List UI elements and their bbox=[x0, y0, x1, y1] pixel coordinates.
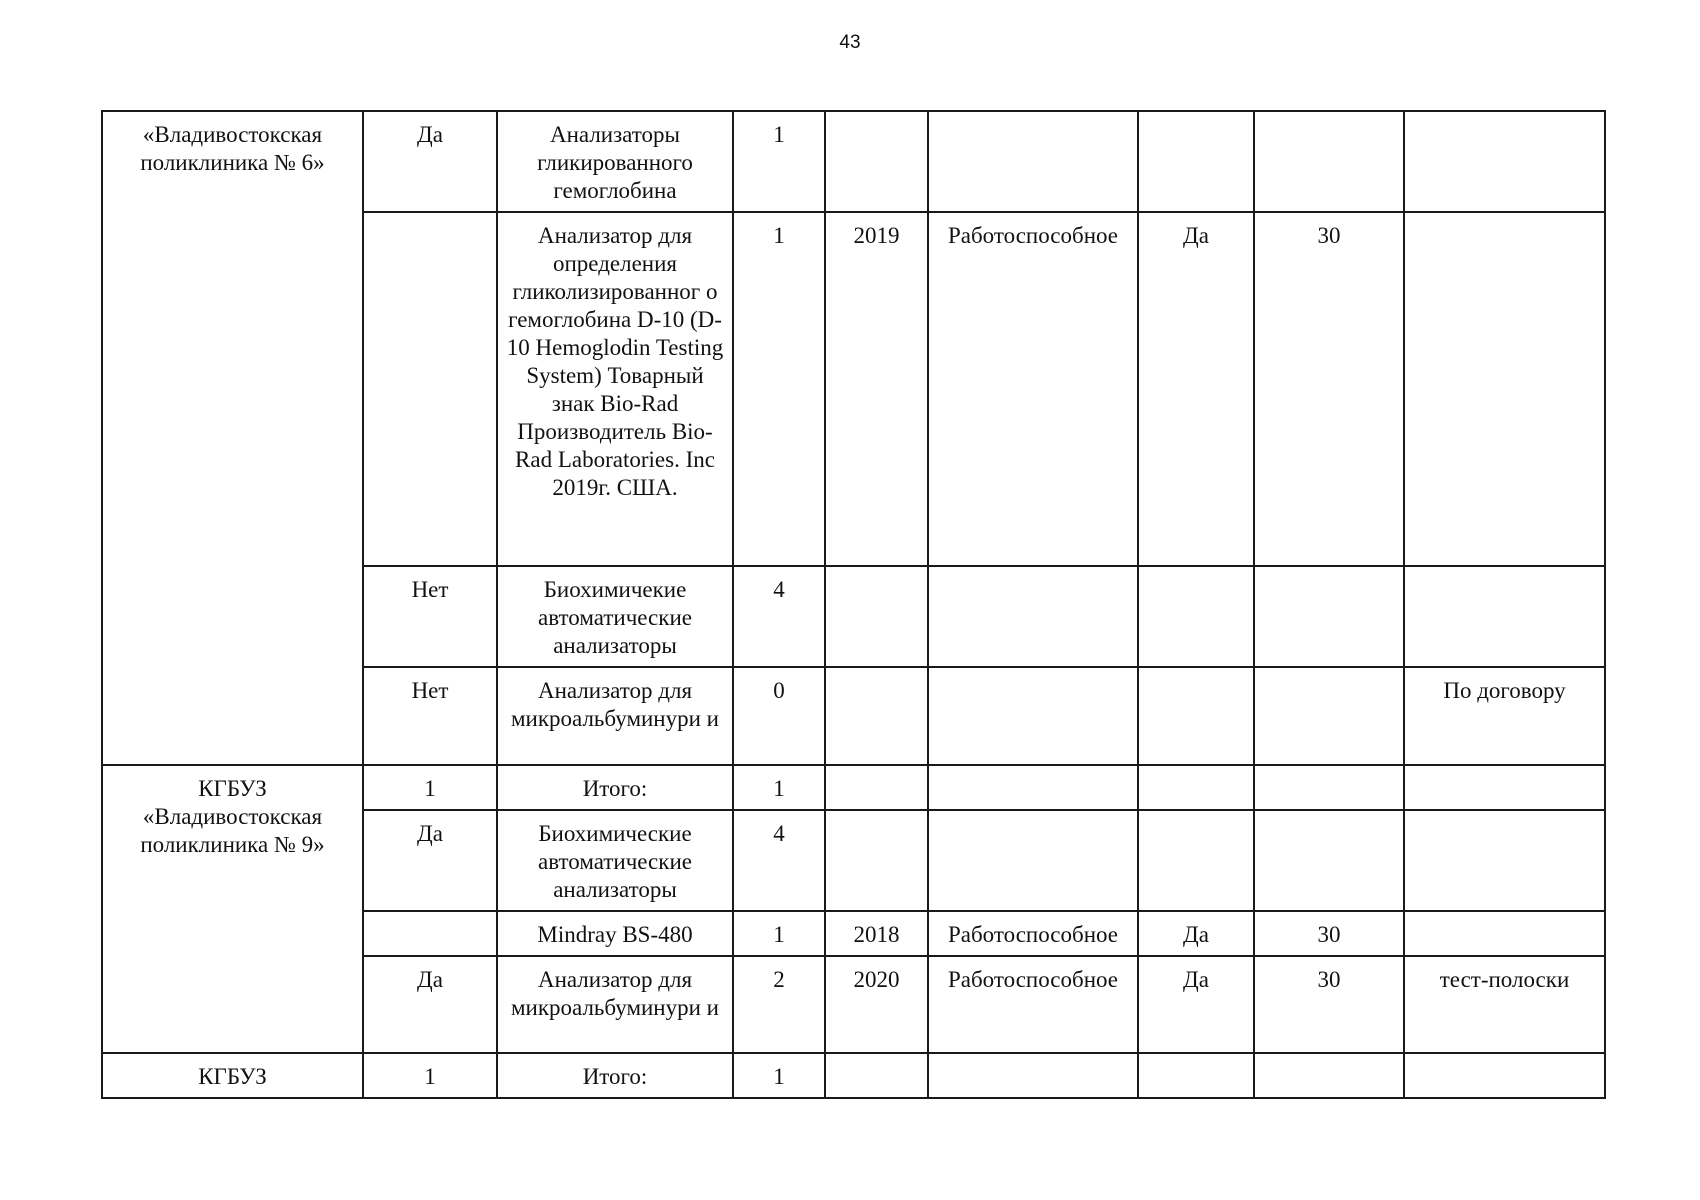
used-cell bbox=[1138, 111, 1254, 212]
year-cell: 2020 bbox=[825, 956, 928, 1053]
flag-cell: 1 bbox=[363, 1053, 497, 1098]
state-cell bbox=[928, 1053, 1138, 1098]
year-cell bbox=[825, 1053, 928, 1098]
item-cell: Биохимические автоматические анализаторы bbox=[497, 810, 733, 911]
note-cell bbox=[1404, 212, 1605, 566]
org-cell: «Владивостокская поликлиника № 6» bbox=[102, 111, 363, 765]
item-cell: Итого: bbox=[497, 1053, 733, 1098]
days-cell bbox=[1254, 1053, 1404, 1098]
item-cell: Анализатор для определения гликолизированног о гемоглобина D-10 (D-10 Hemoglodin Testing System) Товарный знак Bio-Rad Производитель Bio-Rad Laboratories. Inc 2019г. США. bbox=[497, 212, 733, 566]
used-cell: Да bbox=[1138, 212, 1254, 566]
days-cell: 30 bbox=[1254, 956, 1404, 1053]
year-cell bbox=[825, 566, 928, 667]
table-row bbox=[102, 765, 1605, 810]
days-cell bbox=[1254, 810, 1404, 911]
year-cell: 2018 bbox=[825, 911, 928, 956]
state-cell bbox=[928, 810, 1138, 911]
note-cell bbox=[1404, 566, 1605, 667]
item-cell: Анализатор для микроальбуминури и bbox=[497, 667, 733, 765]
used-cell bbox=[1138, 765, 1254, 810]
flag-cell: Да bbox=[363, 810, 497, 911]
year-cell: 2019 bbox=[825, 212, 928, 566]
qty-cell: 4 bbox=[733, 810, 825, 911]
year-cell bbox=[825, 667, 928, 765]
days-cell bbox=[1254, 111, 1404, 212]
qty-cell: 4 bbox=[733, 566, 825, 667]
table-row bbox=[102, 1053, 1605, 1098]
days-cell bbox=[1254, 765, 1404, 810]
flag-cell: Нет bbox=[363, 566, 497, 667]
item-cell: Анализатор для микроальбуминури и bbox=[497, 956, 733, 1053]
note-cell bbox=[1404, 111, 1605, 212]
days-cell: 30 bbox=[1254, 212, 1404, 566]
days-cell bbox=[1254, 667, 1404, 765]
item-cell: Итого: bbox=[497, 765, 733, 810]
used-cell: Да bbox=[1138, 911, 1254, 956]
days-cell bbox=[1254, 566, 1404, 667]
state-cell: Работоспособное bbox=[928, 212, 1138, 566]
qty-cell: 1 bbox=[733, 1053, 825, 1098]
state-cell: Работоспособное bbox=[928, 956, 1138, 1053]
days-cell: 30 bbox=[1254, 911, 1404, 956]
flag-cell bbox=[363, 212, 497, 566]
note-cell: По договору bbox=[1404, 667, 1605, 765]
qty-cell: 1 bbox=[733, 212, 825, 566]
year-cell bbox=[825, 810, 928, 911]
used-cell bbox=[1138, 667, 1254, 765]
used-cell bbox=[1138, 1053, 1254, 1098]
flag-cell: Да bbox=[363, 111, 497, 212]
page-number: 43 bbox=[839, 32, 861, 53]
note-cell: тест-полоски bbox=[1404, 956, 1605, 1053]
state-cell bbox=[928, 765, 1138, 810]
qty-cell: 1 bbox=[733, 911, 825, 956]
year-cell bbox=[825, 765, 928, 810]
state-cell: Работоспособное bbox=[928, 911, 1138, 956]
table-row bbox=[102, 111, 1605, 212]
note-cell bbox=[1404, 911, 1605, 956]
flag-cell bbox=[363, 911, 497, 956]
qty-cell: 1 bbox=[733, 765, 825, 810]
state-cell bbox=[928, 111, 1138, 212]
org-cell: КГБУЗ «Владивостокская поликлиника № 9» bbox=[102, 765, 363, 1053]
used-cell bbox=[1138, 810, 1254, 911]
note-cell bbox=[1404, 765, 1605, 810]
note-cell bbox=[1404, 1053, 1605, 1098]
note-cell bbox=[1404, 810, 1605, 911]
flag-cell: Нет bbox=[363, 667, 497, 765]
equipment-table bbox=[101, 110, 1606, 1099]
item-cell: Анализаторы гликированного гемоглобина bbox=[497, 111, 733, 212]
state-cell bbox=[928, 667, 1138, 765]
qty-cell: 2 bbox=[733, 956, 825, 1053]
used-cell: Да bbox=[1138, 956, 1254, 1053]
flag-cell: Да bbox=[363, 956, 497, 1053]
qty-cell: 1 bbox=[733, 111, 825, 212]
qty-cell: 0 bbox=[733, 667, 825, 765]
item-cell: Биохимичекие автоматические анализаторы bbox=[497, 566, 733, 667]
used-cell bbox=[1138, 566, 1254, 667]
item-cell: Mindray BS-480 bbox=[497, 911, 733, 956]
year-cell bbox=[825, 111, 928, 212]
flag-cell: 1 bbox=[363, 765, 497, 810]
state-cell bbox=[928, 566, 1138, 667]
org-cell: КГБУЗ bbox=[102, 1053, 363, 1098]
